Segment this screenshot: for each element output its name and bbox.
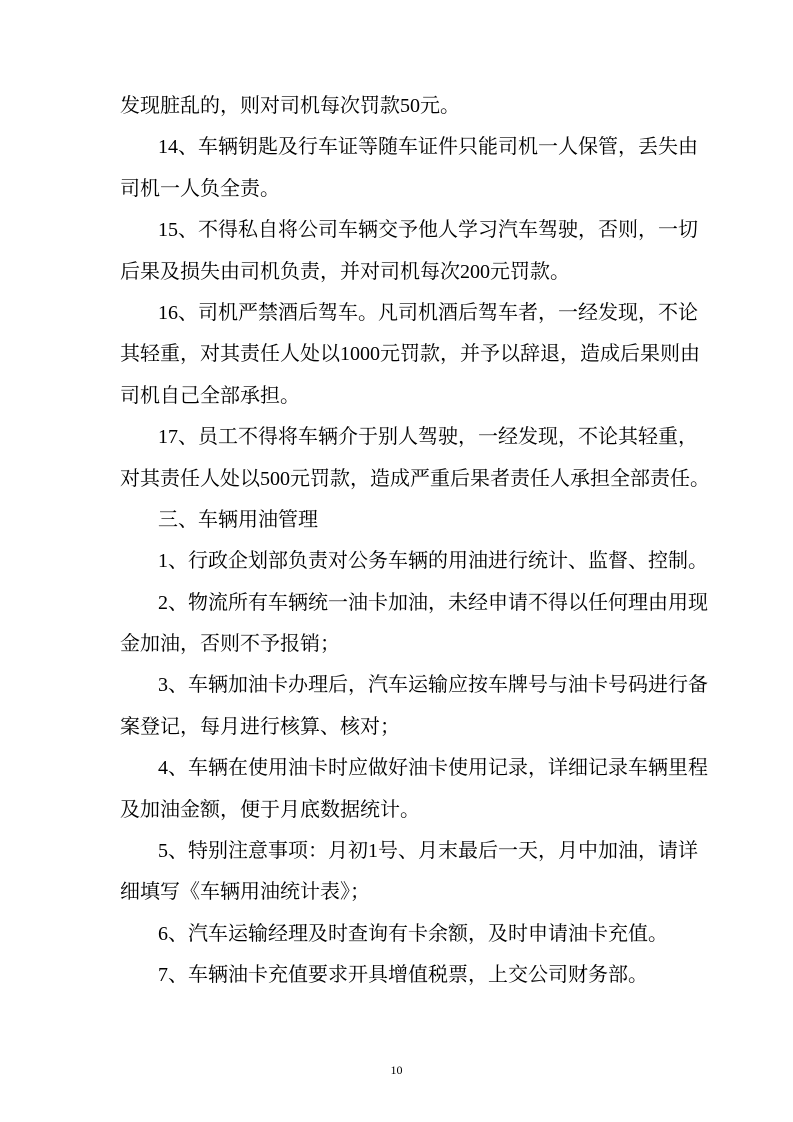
text-line: 5、特别注意事项：月初1号、月末最后一天，月中加油，请详: [158, 840, 698, 863]
text-line: 6、汽车运输经理及时查询有卡余额，及时申请油卡充值。: [158, 922, 668, 945]
text-line: 16、司机严禁酒后驾车。凡司机酒后驾车者，一经发现，不论: [158, 301, 698, 324]
text-line: 三、车辆用油管理: [158, 508, 318, 531]
text-line: 发现脏乱的，则对司机每次罚款50元。: [120, 95, 460, 117]
text-line: 后果及损失由司机负责，并对司机每次200元罚款。: [120, 260, 570, 283]
page-number: 10: [390, 1063, 403, 1077]
text-line: 3、车辆加油卡办理后，汽车运输应按车牌号与油卡号码进行备: [158, 674, 708, 697]
text-line: 1、行政企划部负责对公务车辆的用油进行统计、监督、控制。: [158, 550, 708, 573]
text-line: 司机自己全部承担。: [120, 384, 300, 407]
text-line: 金加油，否则不予报销；: [120, 633, 340, 656]
text-line: 对其责任人处以500元罚款，造成严重后果者责任人承担全部责任。: [120, 467, 710, 490]
text-line: 17、员工不得将车辆介于别人驾驶，一经发现，不论其轻重，: [158, 426, 698, 449]
document-body: [120, 86, 710, 997]
text-line: 7、车辆油卡充值要求开具增值税票，上交公司财务部。: [158, 964, 648, 987]
text-line: 2、物流所有车辆统一油卡加油，未经申请不得以任何理由用现: [158, 591, 708, 614]
text-line: 及加油金额，便于月底数据统计。: [120, 798, 420, 821]
text-line: 司机一人负全责。: [120, 177, 280, 200]
text-line: 15、不得私自将公司车辆交予他人学习汽车驾驶，否则，一切: [158, 219, 698, 242]
text-line: 案登记，每月进行核算、核对；: [120, 715, 400, 738]
text-line: 细填写《车辆用油统计表》；: [120, 881, 370, 904]
text-line: 4、车辆在使用油卡时应做好油卡使用记录，详细记录车辆里程: [158, 757, 708, 780]
text-line: 其轻重，对其责任人处以1000元罚款，并予以辞退，造成后果则由: [120, 343, 700, 366]
text-line: 14、车辆钥匙及行车证等随车证件只能司机一人保管，丢失由: [158, 136, 698, 159]
